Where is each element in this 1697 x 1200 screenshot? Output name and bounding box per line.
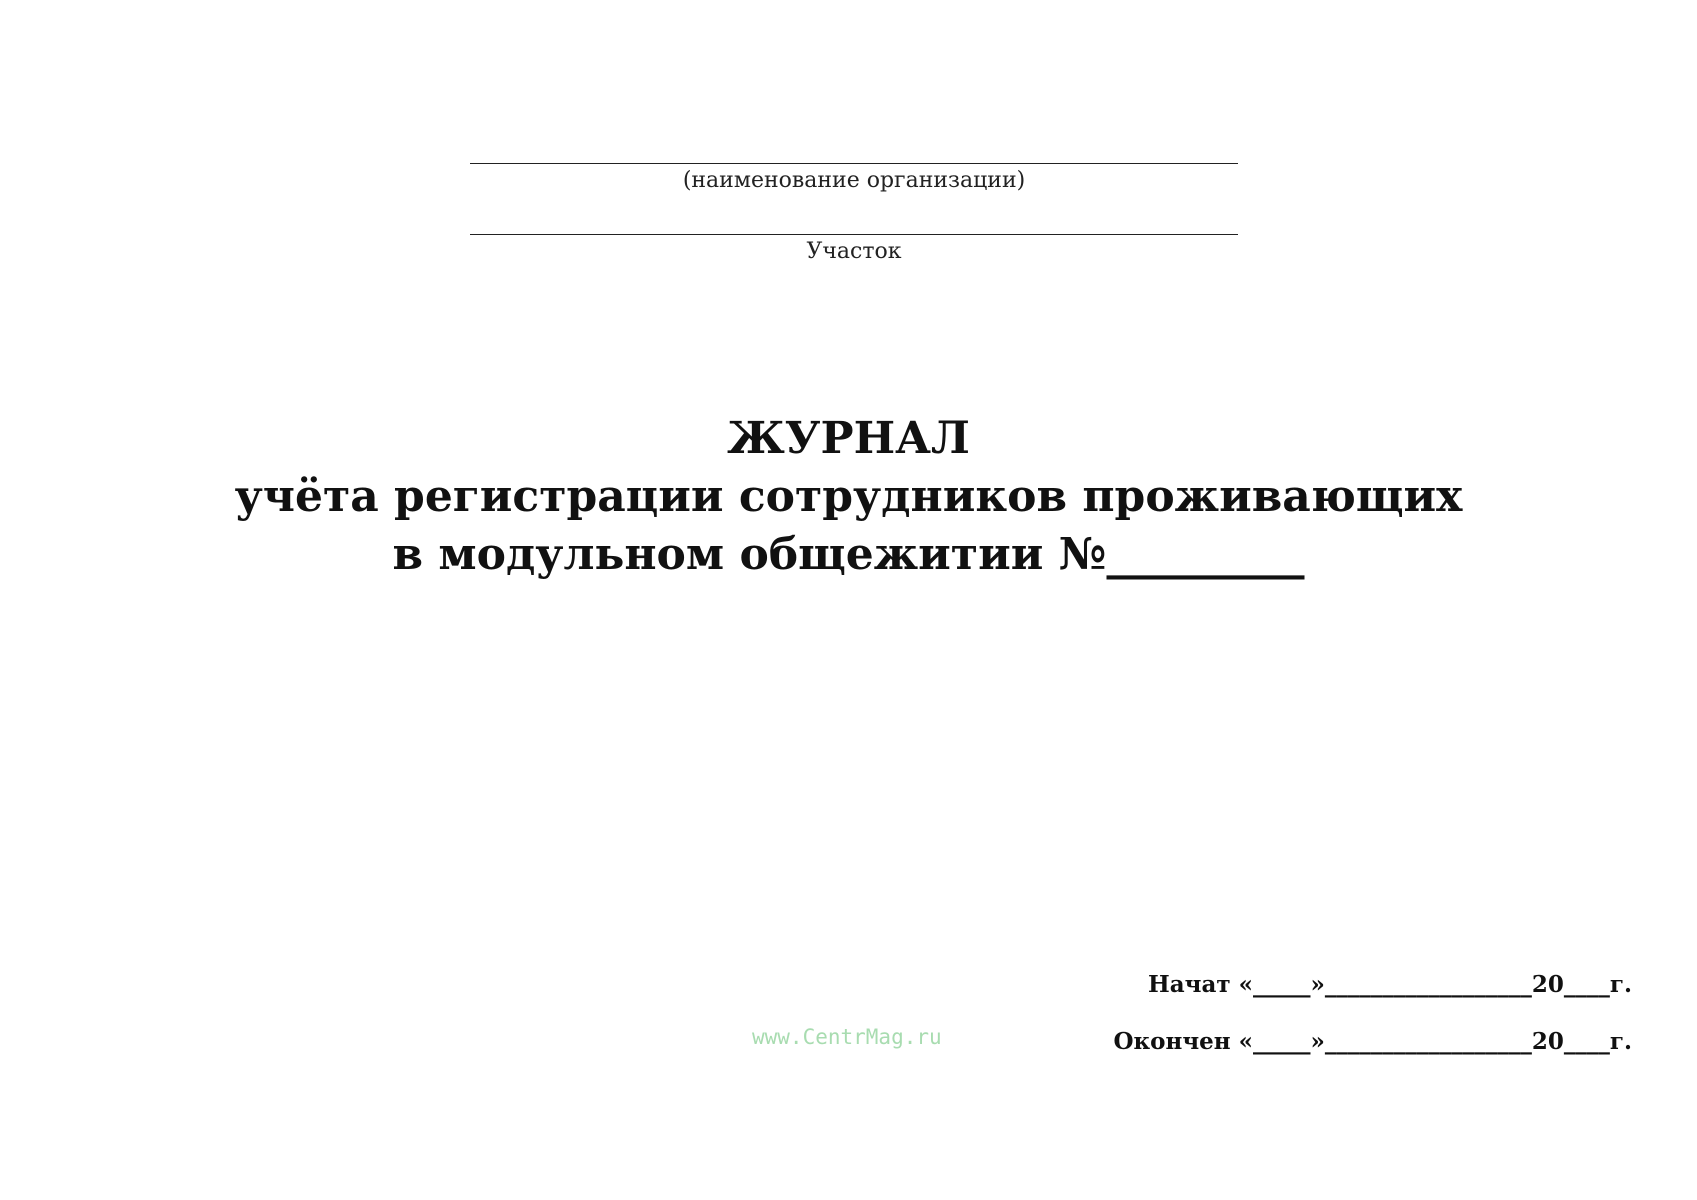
organization-name-caption: (наименование организации)	[682, 168, 1026, 193]
date-finished: Окончен «_____»__________________20____г.	[1113, 1028, 1632, 1055]
journal-title-subtitle: учёта регистрации сотрудников проживающих	[234, 471, 1463, 522]
journal-title	[0, 410, 1697, 584]
watermark: www.CentrMag.ru	[752, 1025, 942, 1049]
date-started: Начат «_____»__________________20____г.	[1148, 971, 1632, 998]
organization-name-line	[470, 163, 1238, 164]
section-caption: Участок	[806, 239, 902, 264]
journal-title-heading: ЖУРНАЛ	[727, 413, 970, 464]
journal-title-number: в модульном общежитии №_________	[392, 529, 1305, 580]
section-line	[470, 234, 1238, 235]
